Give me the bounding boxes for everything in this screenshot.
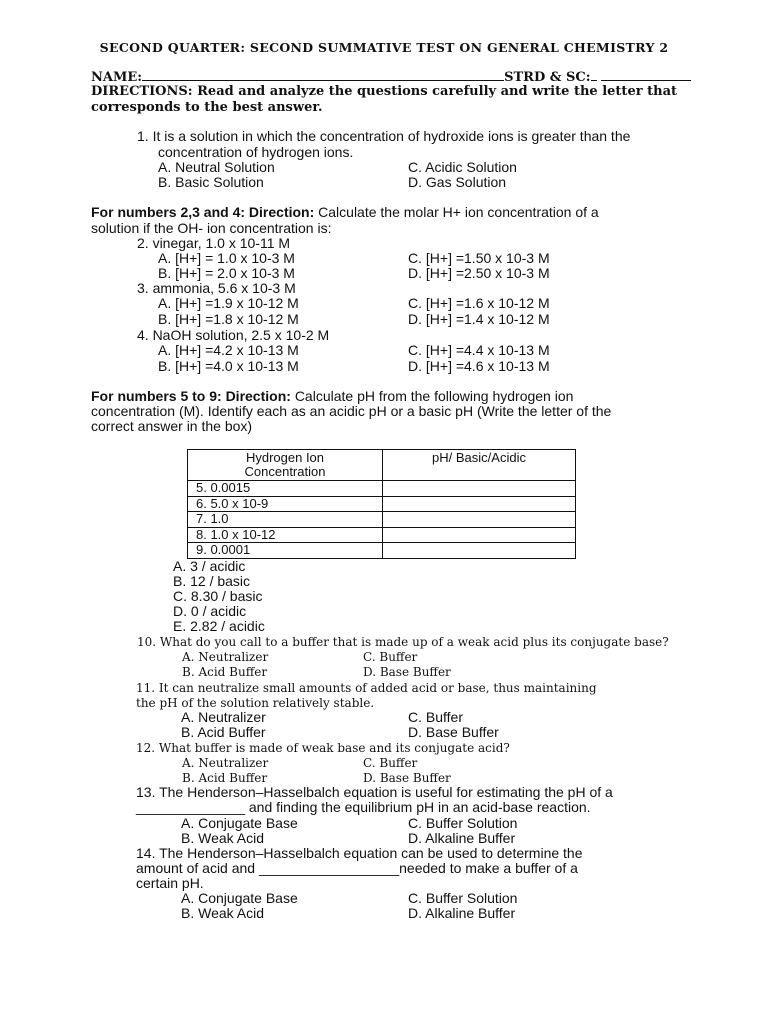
q14-stem: 14. The Henderson–Hasselbalch equation can be used to determine the — [136, 845, 583, 861]
q3-stem: 3. ammonia, 5.6 x 10-3 M — [137, 280, 296, 296]
group2-direction-cont2: correct answer in the box) — [91, 418, 253, 434]
table-row — [188, 512, 576, 528]
table-header-ph: pH/ Basic/Acidic — [383, 450, 576, 481]
table-cell: 5. 0.0015 — [188, 481, 383, 497]
group2-direction-cont: concentration (M). Identify each as an acidic pH or a basic pH (Write the letter of the — [91, 403, 612, 419]
answer-box[interactable] — [383, 481, 576, 497]
q14-option-c: C. Buffer Solution — [408, 890, 518, 906]
q10-stem: 10. What do you call to a buffer that is made up of a weak acid plus its conjugate base? — [137, 635, 669, 649]
q13-stem: 13. The Henderson–Hasselbalch equation is useful for estimating the pH of a — [136, 784, 613, 800]
q11-stem-cont: the pH of the solution relatively stable. — [136, 696, 375, 710]
answer-box[interactable] — [383, 543, 576, 559]
q4-option-c: C. [H+] =4.4 x 10-13 M — [408, 342, 550, 358]
q14-option-a: A. Conjugate Base — [181, 890, 298, 906]
group1-direction-cont: solution if the OH- ion concentration is: — [91, 220, 332, 236]
choice-5-9-b: B. 12 / basic — [173, 573, 251, 589]
q11-option-a: A. Neutralizer — [181, 709, 266, 725]
q12-option-d: D. Base Buffer — [363, 771, 451, 785]
answer-box[interactable] — [383, 496, 576, 512]
q4-stem: 4. NaOH solution, 2.5 x 10-2 M — [137, 327, 330, 343]
q3-option-b: B. [H+] =1.8 x 10-12 M — [158, 311, 299, 327]
q13-option-b: B. Weak Acid — [181, 830, 265, 846]
q12-stem: 12. What buffer is made of weak base and its conjugate acid? — [136, 741, 510, 755]
q14-option-b: B. Weak Acid — [181, 905, 265, 921]
q12-option-c: C. Buffer — [363, 756, 418, 770]
directions-label: DIRECTIONS: — [91, 84, 193, 99]
q11-stem: 11. It can neutralize small amounts of added acid or base, thus maintaining — [136, 681, 597, 695]
page-title: SECOND QUARTER: SECOND SUMMATIVE TEST ON GENERAL CHEMISTRY 2 — [99, 40, 669, 55]
q4-option-d: D. [H+] =4.6 x 10-13 M — [408, 358, 550, 374]
q10-option-b: B. Acid Buffer — [182, 665, 268, 679]
table-cell: 6. 5.0 x 10-9 — [188, 496, 383, 512]
directions-line2: corresponds to the best answer. — [91, 100, 323, 115]
q3-option-c: C. [H+] =1.6 x 10-12 M — [408, 295, 550, 311]
q1-stem: 1. It is a solution in which the concentration of hydroxide ions is greater than the — [137, 128, 631, 144]
q13-option-d: D. Alkaline Buffer — [408, 830, 516, 846]
q14-stem-cont: amount of acid and __________________needed to make a buffer of a — [136, 860, 578, 876]
group2-direction: For numbers 5 to 9: Direction: Calculate pH from the following hydrogen ion — [91, 388, 574, 404]
q3-option-d: D. [H+] =1.4 x 10-12 M — [408, 311, 550, 327]
q3-option-a: A. [H+] =1.9 x 10-12 M — [158, 295, 299, 311]
q2-option-d: D. [H+] =2.50 x 10-3 M — [408, 265, 550, 281]
group1-direction: For numbers 2,3 and 4: Direction: Calculate the molar H+ ion concentration of a — [91, 204, 599, 220]
table-row — [188, 496, 576, 512]
q14-stem-cont2: certain pH. — [136, 875, 204, 891]
q2-option-b: B. [H+] = 2.0 x 10-3 M — [158, 265, 295, 281]
q13-stem-cont: ______________ and finding the equilibrium pH in an acid-base reaction. — [136, 799, 591, 815]
name-label: NAME: — [91, 70, 143, 85]
q1-option-c: C. Acidic Solution — [408, 159, 517, 175]
q12-option-a: A. Neutralizer — [182, 756, 269, 770]
table-cell: 9. 0.0001 — [188, 543, 383, 559]
q1-option-b: B. Basic Solution — [158, 174, 264, 190]
q10-option-a: A. Neutralizer — [182, 650, 269, 664]
q12-option-b: B. Acid Buffer — [182, 771, 268, 785]
table-header-row — [188, 450, 576, 481]
name-blank[interactable] — [142, 69, 504, 81]
q4-option-a: A. [H+] =4.2 x 10-13 M — [158, 342, 299, 358]
table-row — [188, 481, 576, 497]
choice-5-9-e: E. 2.82 / acidic — [173, 618, 265, 634]
table-cell: 7. 1.0 — [188, 512, 383, 528]
choice-5-9-a: A. 3 / acidic — [173, 558, 246, 574]
q11-option-d: D. Base Buffer — [408, 724, 499, 740]
q11-option-b: B. Acid Buffer — [181, 724, 266, 740]
q11-option-c: C. Buffer — [408, 709, 463, 725]
q1-option-d: D. Gas Solution — [408, 174, 507, 190]
table-row — [188, 543, 576, 559]
q14-option-d: D. Alkaline Buffer — [408, 905, 516, 921]
ph-table — [187, 449, 576, 559]
strd-blank[interactable] — [601, 69, 691, 81]
q10-option-c: C. Buffer — [363, 650, 418, 664]
strd-label: STRD & SC: — [504, 70, 591, 85]
choice-5-9-c: C. 8.30 / basic — [173, 588, 263, 604]
q4-option-b: B. [H+] =4.0 x 10-13 M — [158, 358, 299, 374]
q1-stem-cont: concentration of hydrogen ions. — [158, 144, 354, 160]
q2-option-c: C. [H+] =1.50 x 10-3 M — [408, 250, 550, 266]
q2-stem: 2. vinegar, 1.0 x 10-11 M — [137, 235, 291, 251]
q10-option-d: D. Base Buffer — [363, 665, 451, 679]
table-cell: 8. 1.0 x 10-12 — [188, 527, 383, 543]
answer-box[interactable] — [383, 512, 576, 528]
q13-option-a: A. Conjugate Base — [181, 815, 298, 831]
q1-option-a: A. Neutral Solution — [158, 159, 275, 175]
q13-option-c: C. Buffer Solution — [408, 815, 518, 831]
directions-line1: DIRECTIONS: Read and analyze the questions carefully and write the letter that — [91, 84, 677, 99]
q2-option-a: A. [H+] = 1.0 x 10-3 M — [158, 250, 295, 266]
table-header-concentration: Hydrogen Ion Concentration — [188, 450, 383, 481]
choice-5-9-d: D. 0 / acidic — [173, 603, 247, 619]
name-line — [91, 69, 691, 85]
table-row — [188, 527, 576, 543]
answer-box[interactable] — [383, 527, 576, 543]
